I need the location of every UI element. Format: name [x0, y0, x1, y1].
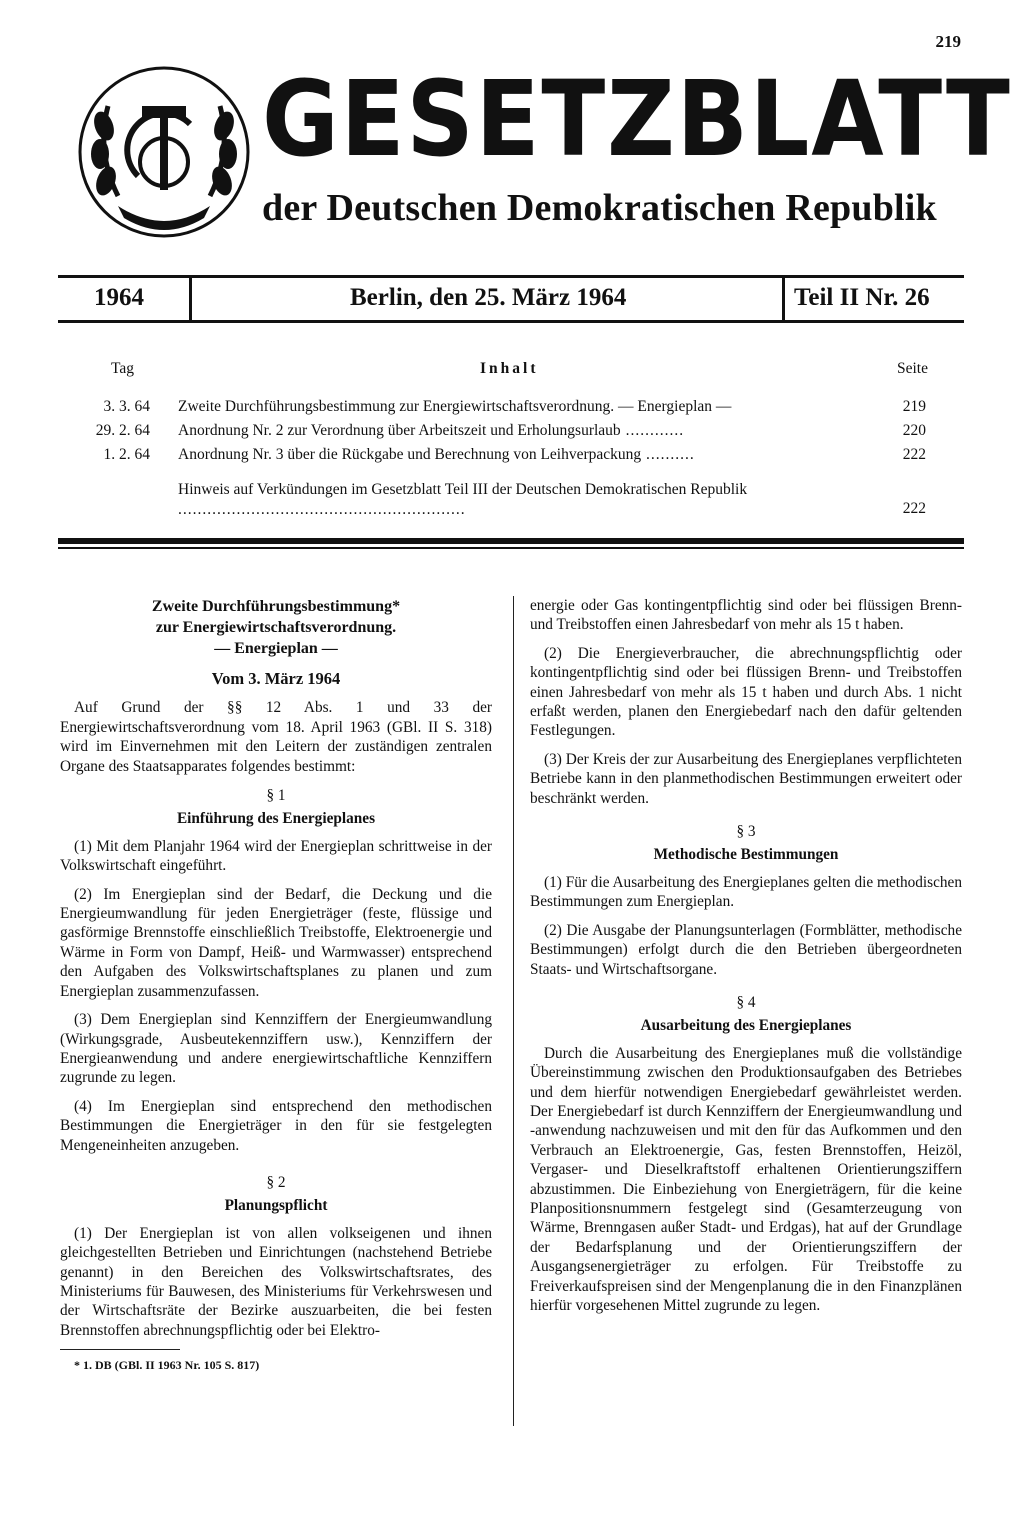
toc-date-header: Tag [111, 360, 135, 377]
paragraph: (2) Die Energieverbraucher, die abrechnungspflichtig oder kontingentpflichtig sind oder bei flüssigen Brenn- und Treibstoffen einen Jahresbedarf von mehr als 15 t haben und durch Abs. 1 nicht erfaßt werden, planen den Energiebedarf nach den dafür geltenden Festlegungen. [530, 644, 962, 740]
section-1-number: § 1 [266, 787, 286, 805]
issue-place-date: Berlin, den 25. März 1964 [350, 284, 627, 311]
paragraph: energie oder Gas kontingentpflichtig sind oder bei flüssigen Brenn- und Treibstoffen einen Jahresbedarf von mehr als 15 t haben. [530, 597, 962, 634]
section-2-number: § 2 [266, 1173, 286, 1191]
toc-row-page: 219 [902, 398, 926, 415]
toc-row-text-dotted: Anordnung Nr. 3 über die Rückgabe und Berechnung von Leihverpackung .......... [178, 446, 695, 463]
article-title-line: zur Energiewirtschaftsverordnung. [155, 619, 397, 636]
toc-row-page: 222 [902, 446, 926, 463]
divider-rule [58, 547, 964, 549]
footnote-rule [60, 1349, 180, 1350]
page-number: 219 [935, 32, 961, 51]
article-title [60, 596, 492, 659]
toc-note-text: Hinweis auf Verkündungen im Gesetzblatt Teil III der Deutschen Demokratischen Republik [178, 481, 748, 498]
article-date: Vom 3. März 1964 [211, 669, 341, 688]
toc-page-header: Seite [897, 360, 928, 377]
section-3-title: Methodische Bestimmungen [653, 846, 839, 864]
gazette-title: GESETZBLATT [262, 58, 1012, 180]
toc-row-date: 1. 2. 64 [103, 446, 150, 463]
paragraph: (3) Dem Energieplan sind Kennziffern der Energieumwandlung (Wirkungsgrade, Ausbeutekennziffern usw.), Kennziffern der Energieanwendung und andere energiewirtschaftliche Kennziffern zugrunde zu legen. [60, 1011, 492, 1087]
toc-row-text: Anordnung Nr. 2 zur Verordnung über Arbeitszeit und Erholungsurlaub [178, 422, 621, 439]
toc-row-date: 3. 3. 64 [103, 398, 150, 415]
toc-row-text: Anordnung Nr. 3 über die Rückgabe und Berechnung von Leihverpackung [178, 446, 642, 463]
toc-content-header: Inhalt [480, 360, 539, 377]
issue-bar [58, 275, 964, 323]
article-title-line: — Energieplan — [214, 640, 338, 657]
divider-rule [58, 538, 964, 544]
paragraph: Durch die Ausarbeitung des Energieplanes muß die vollständige Übereinstimmung zwischen den Produktionsaufgaben des Betriebes und dem hierfür notwendigen Energiebedarf gewährleistet werden. Der Energiebedarf ist durch Kennziffern der Energieumwandlung und -anwendung nachzuweisen und mit den für das Aufkommen und den Verbrauch an Elektroenergie, Gas, festen Brennstoffen, Heizöl, Vergaser- und Dieselkraftstoff erhaltenen Orientierungsziffern abzustimmen. Die Einbeziehung von Energieträgern, für die keine Planpositionsnummern festgelegt sind (Gesamterzeugung von Wärme, Brenngasen außer Stadt- und Erdgas), hat auf der Grundlage der Bedarfsplanung und der Orientierungsziffern der Ausgangsenergieträger zu erfolgen. Für Treibstoffe zu Freiverkaufspreisen sind der Mengenplanung die in den Finanzplänen hierfür vorgesehenen Mittel zugrunde zu legen. [530, 1044, 962, 1314]
gazette-subtitle: der Deutschen Demokratischen Republik [262, 187, 937, 229]
state-emblem-icon [78, 66, 250, 238]
paragraph: (1) Mit dem Planjahr 1964 wird der Energieplan schrittweise in der Volkswirtschaft eingeführt. [60, 837, 492, 875]
footnote: * 1. DB (GBl. II 1963 Nr. 105 S. 817) [74, 1358, 260, 1373]
paragraph: (3) Der Kreis der zur Ausarbeitung des Energieplanes verpflichteten Betriebe kann in den planmethodischen Bestimmungen erweitert oder beschränkt werden. [530, 750, 962, 807]
section-4-number: § 4 [736, 993, 756, 1011]
article-title-line: Zweite Durchführungsbestimmung* [151, 598, 401, 615]
paragraph: (1) Der Energieplan ist von allen volkseigenen und ihnen gleichgestellten Betrieben und Einrichtungen (nachstehend Betriebe genannt) in den Bereichen des Volkswirtschaftsrates, des Ministeriums für Bauwesen, des Ministeriums für Verkehrswesen und der Wirtschaftsräte der Bezirke auszuarbeiten, die bei festen Brennstoffen abrechnungspflichtig oder bei Elektro- [60, 1224, 492, 1339]
paragraph: (2) Im Energieplan sind der Bedarf, die Deckung und die Energieumwandlung für jeden Energieträger (feste, flüssige und gasförmige Brennstoffe einschließlich Treibstoffe, Elektroenergie und Wärme in Form von Dampf, Heiß- und Warmwasser) entsprechend den Aufgaben des Volkswirtschaftsplanes zu planen und zum Energieplan zusammenzufassen. [60, 885, 492, 1000]
paragraph: (1) Für die Ausarbeitung des Energieplanes gelten die methodischen Bestimmungen zum Energieplan. [530, 873, 962, 911]
paragraph: (4) Im Energieplan sind entsprechend den methodischen Bestimmungen die Energieträger in den für sie festgelegten Mengeneinheiten anzugeben. [60, 1097, 492, 1154]
article-right-column [530, 596, 962, 1324]
article-left-column [60, 596, 492, 1376]
toc-row-page: 220 [902, 422, 926, 439]
column-divider [513, 596, 514, 1426]
section-4-title: Ausarbeitung des Energieplanes [640, 1017, 852, 1035]
toc-row-text: Zweite Durchführungsbestimmung zur Energiewirtschaftsverordnung. — Energieplan — [178, 398, 732, 415]
issue-part-number: Teil II Nr. 26 [794, 284, 930, 311]
toc-note-page: 222 [902, 500, 926, 517]
section-2-title: Planungspflicht [224, 1197, 328, 1215]
issue-year: 1964 [94, 284, 144, 311]
section-1-title: Einführung des Energieplanes [176, 810, 376, 828]
paragraph: (2) Die Ausgabe der Planungsunterlagen (Formblätter, methodische Bestimmungen) erfolgt durch die den Betrieben übergeordneten Staats- und Wirtschaftsorgane. [530, 921, 962, 978]
toc-row-date: 29. 2. 64 [95, 422, 150, 439]
preamble: Auf Grund der §§ 12 Abs. 1 und 33 der Energiewirtschaftsverordnung vom 18. April 1963 (GBl. II S. 318) wird im Einvernehmen mit den Leitern der zuständigen zentralen Organe des Staatsapparates folgendes bestimmt: [60, 699, 492, 775]
toc-row-text-dotted: Anordnung Nr. 2 zur Verordnung über Arbeitszeit und Erholungsurlaub ............ [178, 422, 685, 439]
toc-note: Hinweis auf Verkündungen im Gesetzblatt Teil III der Deutschen Demokratischen Republik ........................................................... [178, 481, 748, 518]
section-3-number: § 3 [736, 823, 756, 841]
